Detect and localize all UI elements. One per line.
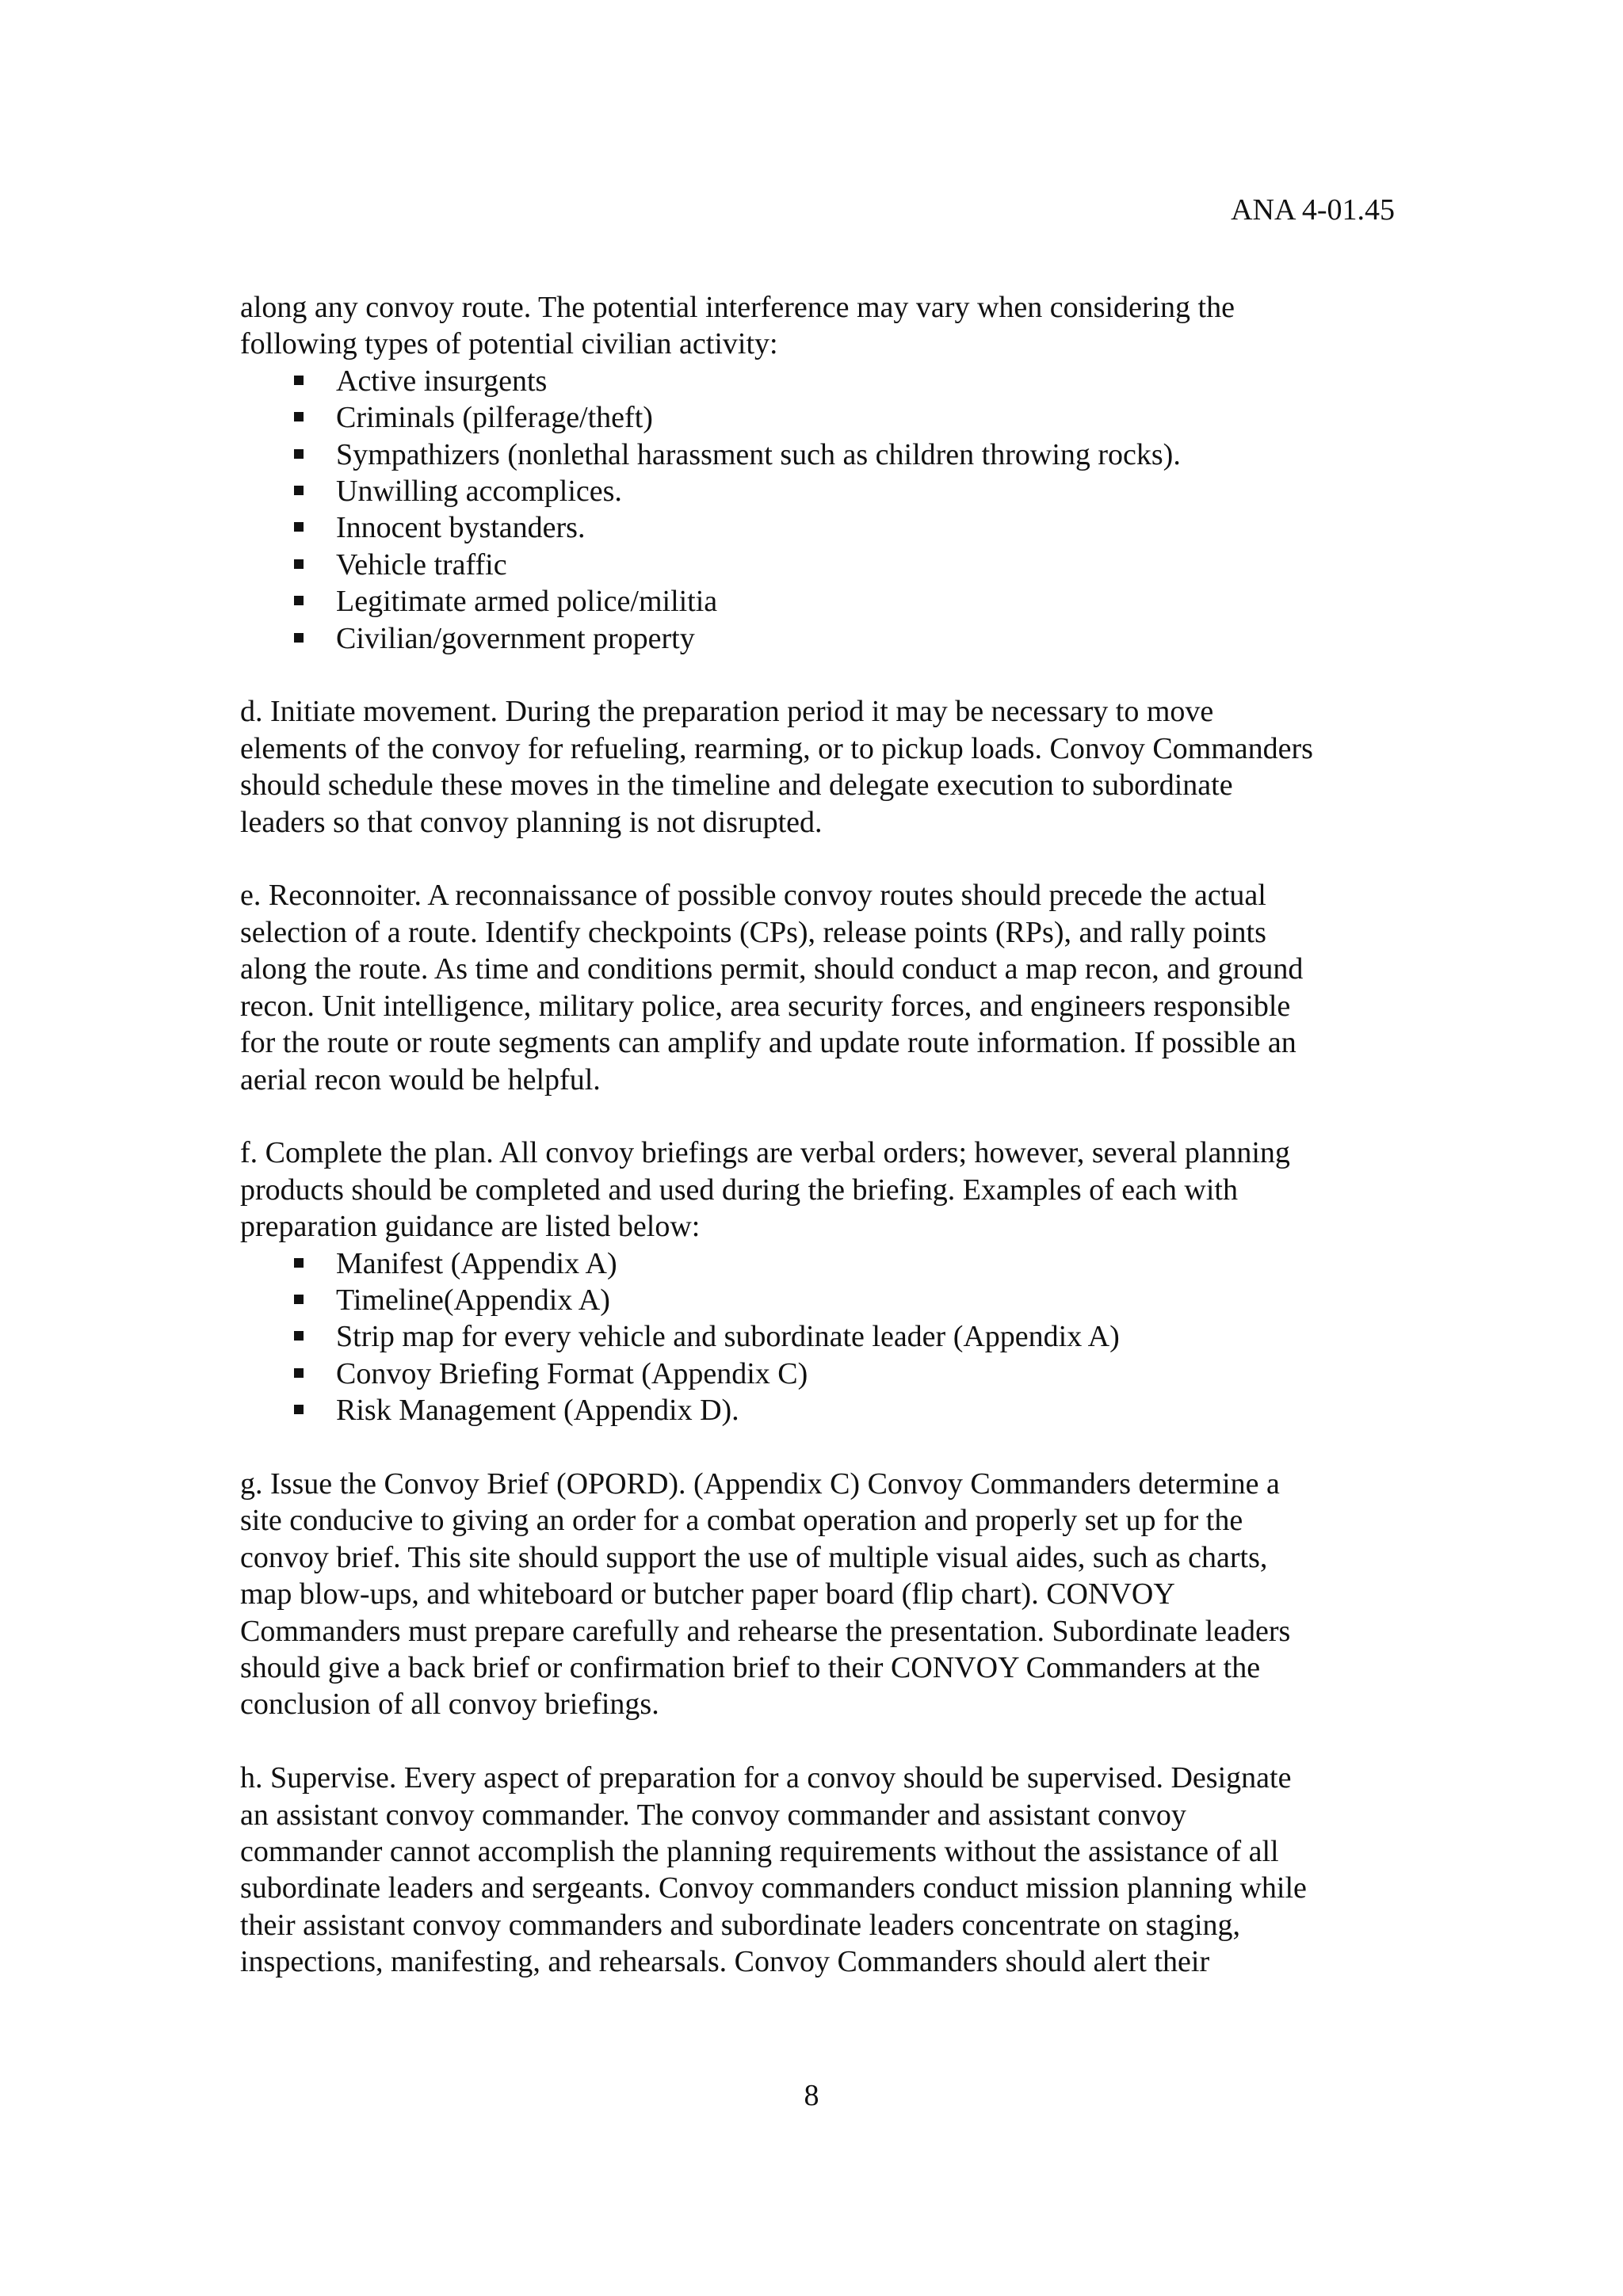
intro-paragraph <box>240 289 1399 363</box>
paragraph-line: d. Initiate movement. During the preparation period it may be necessary to move <box>240 695 1214 729</box>
list-item <box>240 473 1399 509</box>
paragraph-line: map blow-ups, and whiteboard or butcher paper board (flip chart). CONVOY <box>240 1577 1175 1611</box>
square-bullet-icon <box>294 559 304 569</box>
square-bullet-icon <box>294 1368 304 1378</box>
list-item <box>240 1356 1399 1392</box>
paragraph-line: Commanders must prepare carefully and rehearse the presentation. Subordinate leaders <box>240 1614 1291 1648</box>
list-item-text: Criminals (pilferage/theft) <box>336 401 653 435</box>
paragraph-line: an assistant convoy commander. The convoy commander and assistant convoy <box>240 1798 1186 1832</box>
civilian-activity-list <box>240 363 1399 657</box>
list-item <box>240 583 1399 620</box>
square-bullet-icon <box>294 1295 304 1304</box>
paragraph-line: selection of a route. Identify checkpoints (CPs), release points (RPs), and rally points <box>240 915 1266 949</box>
list-item-text: Legitimate armed police/militia <box>336 585 718 619</box>
list-item-text: Innocent bystanders. <box>336 511 586 545</box>
document-body <box>240 289 1399 1981</box>
paragraph-line: for the route or route segments can amplify and update route information. If possible an <box>240 1026 1296 1060</box>
section-f-complete-the-plan <box>240 1135 1399 1245</box>
paragraph-line: g. Issue the Convoy Brief (OPORD). (Appendix C) Convoy Commanders determine a <box>240 1466 1280 1501</box>
list-item <box>240 437 1399 473</box>
square-bullet-icon <box>294 1258 304 1268</box>
list-item <box>240 1318 1399 1355</box>
square-bullet-icon <box>294 1331 304 1341</box>
list-item-text: Strip map for every vehicle and subordinate leader (Appendix A) <box>336 1320 1120 1354</box>
section-h-supervise <box>240 1760 1399 1980</box>
paragraph-line: site conducive to giving an order for a combat operation and properly set up for the <box>240 1504 1243 1538</box>
paragraph-line: recon. Unit intelligence, military police, area security forces, and engineers responsible <box>240 989 1291 1023</box>
paragraph-line: their assistant convoy commanders and subordinate leaders concentrate on staging, <box>240 1908 1241 1942</box>
list-item <box>240 620 1399 657</box>
square-bullet-icon <box>294 633 304 643</box>
paragraph-line: along any convoy route. The potential interference may vary when considering the <box>240 291 1235 324</box>
list-item <box>240 509 1399 546</box>
list-item-text: Civilian/government property <box>336 621 695 655</box>
section-g-issue-convoy-brief <box>240 1466 1399 1723</box>
square-bullet-icon <box>294 376 304 385</box>
list-item-text: Sympathizers (nonlethal harassment such as children throwing rocks). <box>336 437 1181 471</box>
paragraph-line: conclusion of all convoy briefings. <box>240 1688 659 1722</box>
paragraph-line: should schedule these moves in the timeline and delegate execution to subordinate <box>240 769 1233 803</box>
section-d-initiate-movement <box>240 693 1399 841</box>
paragraph-line: commander cannot accomplish the planning requirements without the assistance of all <box>240 1834 1279 1868</box>
square-bullet-icon <box>294 1405 304 1414</box>
list-item <box>240 1392 1399 1428</box>
paragraph-line: along the route. As time and conditions permit, should conduct a map recon, and ground <box>240 952 1304 986</box>
list-item <box>240 1245 1399 1282</box>
paragraph-line: products should be completed and used during the briefing. Examples of each with <box>240 1173 1238 1207</box>
paragraph-line: e. Reconnoiter. A reconnaissance of possible convoy routes should precede the actual <box>240 879 1266 913</box>
section-e-reconnoiter <box>240 877 1399 1097</box>
list-item-text: Vehicle traffic <box>336 547 507 582</box>
list-item <box>240 547 1399 583</box>
list-item-text: Timeline(Appendix A) <box>336 1283 610 1317</box>
paragraph-line: should give a back brief or confirmation brief to their CONVOY Commanders at the <box>240 1650 1261 1684</box>
square-bullet-icon <box>294 449 304 459</box>
planning-products-list <box>240 1245 1399 1429</box>
square-bullet-icon <box>294 522 304 532</box>
paragraph-line: preparation guidance are listed below: <box>240 1210 701 1244</box>
page-number: 8 <box>804 2079 819 2112</box>
list-item-text: Convoy Briefing Format (Appendix C) <box>336 1356 808 1390</box>
square-bullet-icon <box>294 486 304 495</box>
paragraph-line: following types of potential civilian activity: <box>240 327 778 361</box>
paragraph-line: aerial recon would be helpful. <box>240 1062 601 1097</box>
list-item-text: Active insurgents <box>336 364 548 398</box>
paragraph-line: subordinate leaders and sergeants. Convoy commanders conduct mission planning while <box>240 1871 1307 1905</box>
paragraph-line: leaders so that convoy planning is not disrupted. <box>240 805 823 839</box>
list-item <box>240 1282 1399 1318</box>
square-bullet-icon <box>294 412 304 421</box>
list-item-text: Manifest (Appendix A) <box>336 1246 617 1280</box>
list-item <box>240 399 1399 436</box>
paragraph-line: f. Complete the plan. All convoy briefings are verbal orders; however, several planning <box>240 1136 1290 1170</box>
list-item <box>240 363 1399 399</box>
paragraph-line: h. Supervise. Every aspect of preparation for a convoy should be supervised. Designate <box>240 1761 1292 1795</box>
paragraph-line: convoy brief. This site should support the use of multiple visual aides, such as charts, <box>240 1540 1268 1574</box>
list-item-text: Risk Management (Appendix D). <box>336 1394 739 1428</box>
list-item-text: Unwilling accomplices. <box>336 475 622 509</box>
paragraph-line: inspections, manifesting, and rehearsals. Convoy Commanders should alert their <box>240 1945 1210 1979</box>
paragraph-line: elements of the convoy for refueling, rearming, or to pickup loads. Convoy Commanders <box>240 731 1313 765</box>
document-id-header: ANA 4-01.45 <box>1231 193 1395 227</box>
square-bullet-icon <box>294 596 304 605</box>
